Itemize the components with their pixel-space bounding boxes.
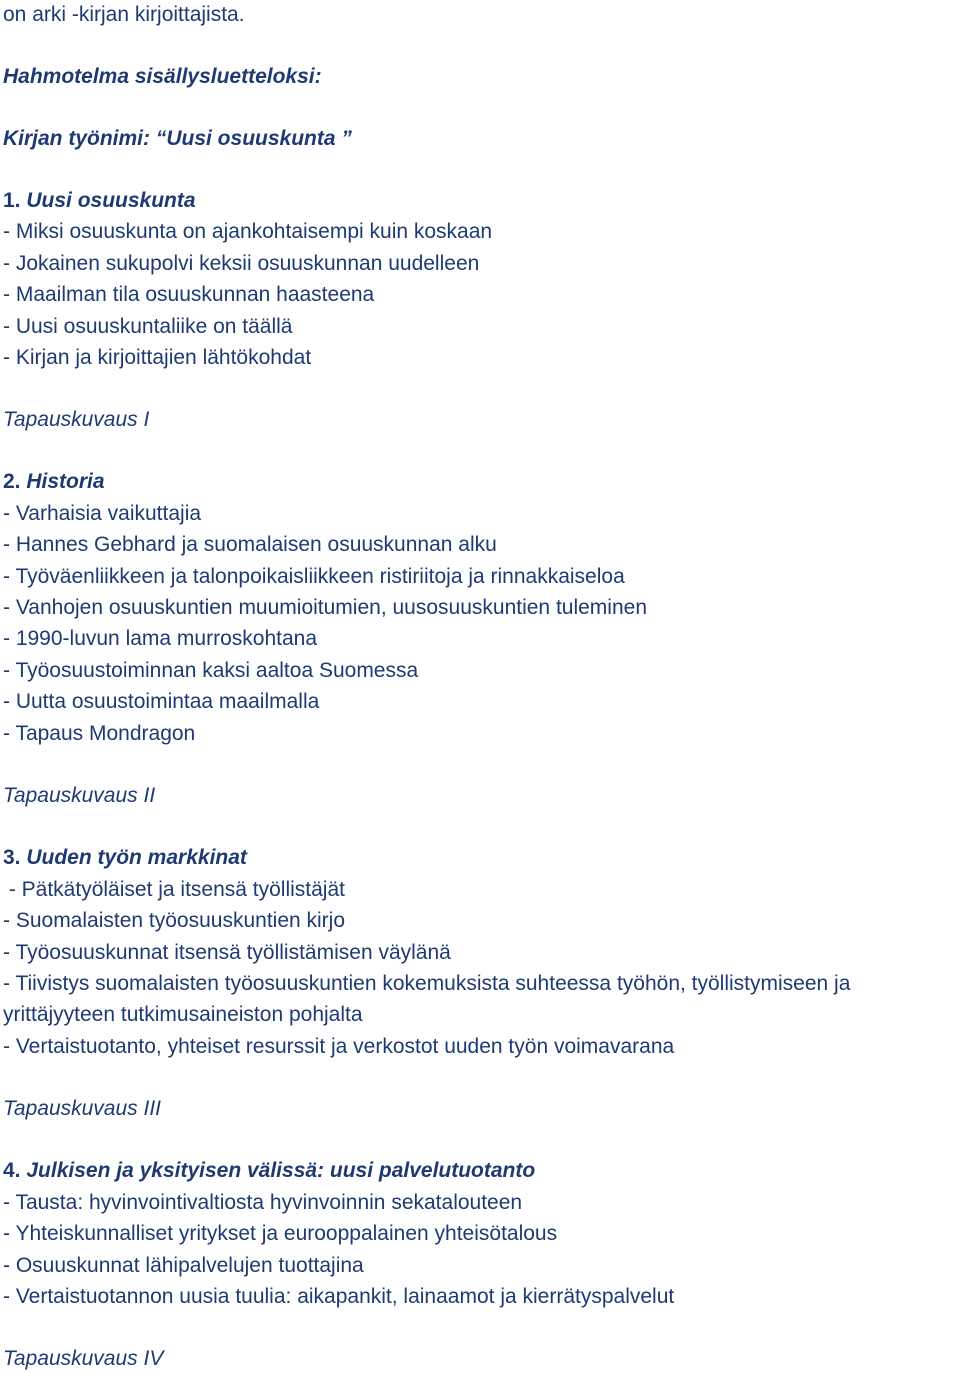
chapter-number: 1. <box>3 189 21 212</box>
list-item: - Suomalaisten työosuuskuntien kirjo <box>3 909 346 932</box>
list-item: - Jokainen sukupolvi keksii osuuskunnan uudelleen <box>3 252 480 275</box>
list-item: - Tausta: hyvinvointivaltiosta hyvinvoinnin sekatalouteen <box>3 1191 523 1214</box>
chapter-title: Historia <box>26 470 105 493</box>
intro-text: on arki -kirjan kirjoittajista. <box>3 3 245 26</box>
case-description-label: Tapauskuvaus III <box>3 1097 161 1120</box>
list-item: - Tiivistys suomalaisten työosuuskuntien kokemuksista suhteessa työhön, työllistymiseen ja yrittäjyyteen tutkimusaineiston pohjalta <box>3 972 851 1026</box>
list-item: - Miksi osuuskunta on ajankohtaisempi kuin koskaan <box>3 220 493 243</box>
list-item: - Työosuuskunnat itsensä työllistämisen väylänä <box>3 941 451 964</box>
chapter-number: 3. <box>3 846 21 869</box>
outline-heading: Hahmotelma sisällysluetteloksi: <box>3 65 322 88</box>
list-item: - Yhteiskunnalliset yritykset ja eurooppalainen yhteisötalous <box>3 1222 558 1245</box>
list-item: - Kirjan ja kirjoittajien lähtökohdat <box>3 346 312 369</box>
list-item: - Tapaus Mondragon <box>3 722 196 745</box>
chapter-heading <box>3 470 105 494</box>
chapter-title: Uuden työn markkinat <box>26 846 247 869</box>
list-item: - Osuuskunnat lähipalvelujen tuottajina <box>3 1254 364 1277</box>
list-item: - Hannes Gebhard ja suomalaisen osuuskunnan alku <box>3 533 497 556</box>
list-item: - Työosuustoiminnan kaksi aaltoa Suomessa <box>3 659 419 682</box>
list-item: - 1990-luvun lama murroskohtana <box>3 627 317 650</box>
list-item: - Varhaisia vaikuttajia <box>3 502 202 525</box>
chapter-heading <box>3 846 247 870</box>
chapter-title: Julkisen ja yksityisen välissä: uusi palvelutuotanto <box>26 1159 536 1182</box>
chapter-title: Uusi osuuskunta <box>26 189 196 212</box>
case-description-label: Tapauskuvaus I <box>3 408 150 431</box>
chapter-heading <box>3 189 196 213</box>
case-description-label: Tapauskuvaus II <box>3 784 156 807</box>
case-description-label: Tapauskuvaus IV <box>3 1347 164 1370</box>
list-item: - Pätkätyöläiset ja itsensä työllistäjät <box>3 878 345 901</box>
list-item: - Uusi osuuskuntaliike on täällä <box>3 315 293 338</box>
working-title: Kirjan työnimi: “Uusi osuuskunta ” <box>3 127 352 150</box>
list-item: - Vertaistuotannon uusia tuulia: aikapankit, lainaamot ja kierrätyspalvelut <box>3 1285 675 1308</box>
list-item: - Työväenliikkeen ja talonpoikaisliikkeen ristiriitoja ja rinnakkaiseloa <box>3 565 625 588</box>
list-item: - Vertaistuotanto, yhteiset resurssit ja verkostot uuden työn voimavarana <box>3 1035 675 1058</box>
list-item: - Vanhojen osuuskuntien muumioitumien, uusosuuskuntien tuleminen <box>3 596 647 619</box>
chapter-heading <box>3 1159 535 1183</box>
chapter-number: 2. <box>3 470 21 493</box>
list-item: - Maailman tila osuuskunnan haasteena <box>3 283 375 306</box>
list-item: - Uutta osuustoimintaa maailmalla <box>3 690 320 713</box>
chapter-number: 4. <box>3 1159 21 1182</box>
